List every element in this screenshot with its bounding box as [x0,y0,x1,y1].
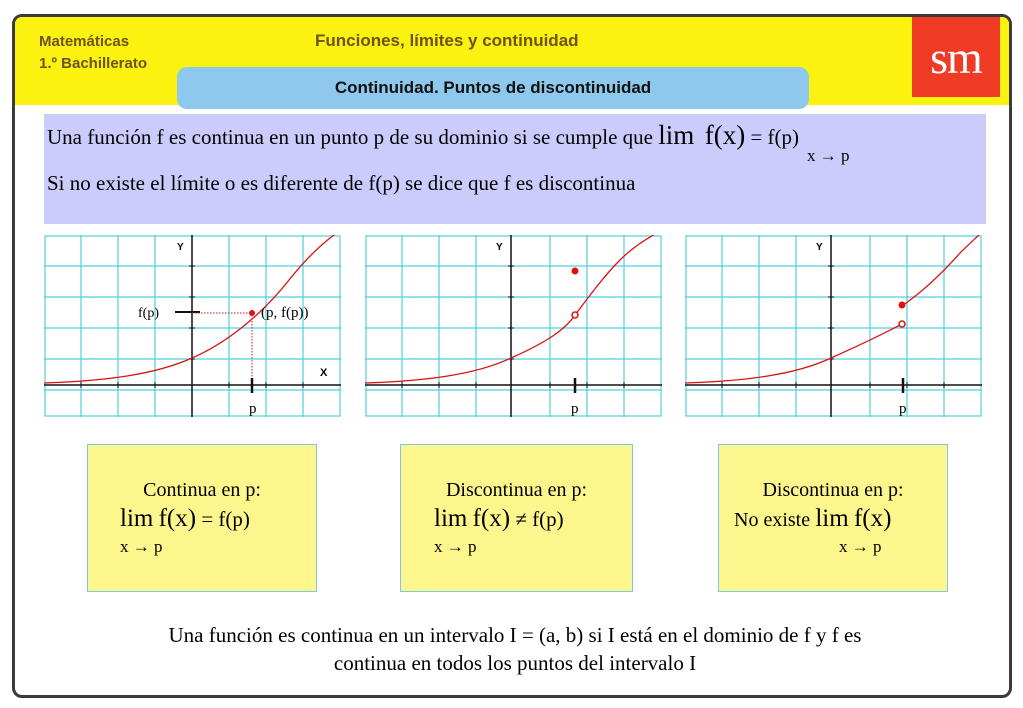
case-formula [434,505,564,533]
fx-symbol: f(x) [704,120,746,150]
continuity-point [249,310,255,316]
graph-discontinuous-value-svg [365,235,662,417]
open-point [899,321,905,327]
limit-equals: = f(p) [750,125,800,149]
footer-line-2: continua en todos los puntos del intervalo I [333,651,697,675]
subject-label: Matemáticas [39,33,130,50]
no-existe-label: No existe [734,509,811,531]
p-label: p [571,401,579,417]
lim-symbol: lim [120,505,154,532]
lim-symbol: lim [658,120,695,150]
lim-symbol: lim [434,505,468,532]
graph-no-limit [685,235,982,417]
fp-label: f(p) [138,306,159,321]
case-title: Discontinua en p: [445,479,588,501]
filled-point [899,302,906,309]
graph-continuous-svg [44,235,341,417]
lim-subscript: x → p [807,146,850,165]
y-axis-label: Y [816,242,823,253]
definition-text: Una función f es continua en un punto p de su dominio si se cumple que [47,125,653,149]
y-axis-label: Y [496,242,503,253]
graph-discontinuous-value [365,235,662,417]
case-title: Discontinua en p: [762,479,904,501]
graph-continuous [44,235,341,417]
case-discontinuous-value [400,444,633,592]
course-info [39,31,147,75]
footer-line-1: Una función es continua en un intervalo I = (a, b) si I está en el dominio de f y f es [168,623,862,647]
definition-line [47,120,799,151]
lim-subscript: x → p [434,537,477,556]
open-point [572,312,578,318]
case-formula [734,505,891,533]
lim-subscript: x → p [839,537,882,556]
case-no-limit [718,444,948,592]
case-formula [120,505,250,533]
case-continuous [87,444,317,592]
fx-symbol: f(x) [472,505,511,532]
graph-no-limit-svg [685,235,982,417]
logo-text: sm [930,31,982,83]
p-label: p [249,401,257,417]
level-label: 1.º Bachillerato [39,55,148,72]
point-label: (p, f(p)) [261,305,309,321]
relation: = f(p) [201,507,250,531]
lim-subscript: x → p [120,537,163,556]
publisher-logo [912,17,1000,97]
fx-symbol: f(x) [158,505,197,532]
p-label: p [899,401,907,417]
relation: ≠ f(p) [515,507,564,531]
case-title: Continua en p: [143,479,261,501]
topic-title: Funciones, límites y continuidad [315,31,579,50]
slide [12,14,1012,698]
section-title: Continuidad. Puntos de discontinuidad [177,67,809,109]
fx-symbol: f(x) [853,505,892,532]
discontinuity-definition: Si no existe el límite o es diferente de f(p) se dice que f es discontinua [47,171,636,195]
interval-definition [55,621,975,677]
lim-symbol: lim [815,505,849,532]
definition-box [44,114,986,224]
y-axis-label: Y [177,242,184,253]
function-value-point [572,268,579,275]
x-axis-label: X [320,367,328,379]
